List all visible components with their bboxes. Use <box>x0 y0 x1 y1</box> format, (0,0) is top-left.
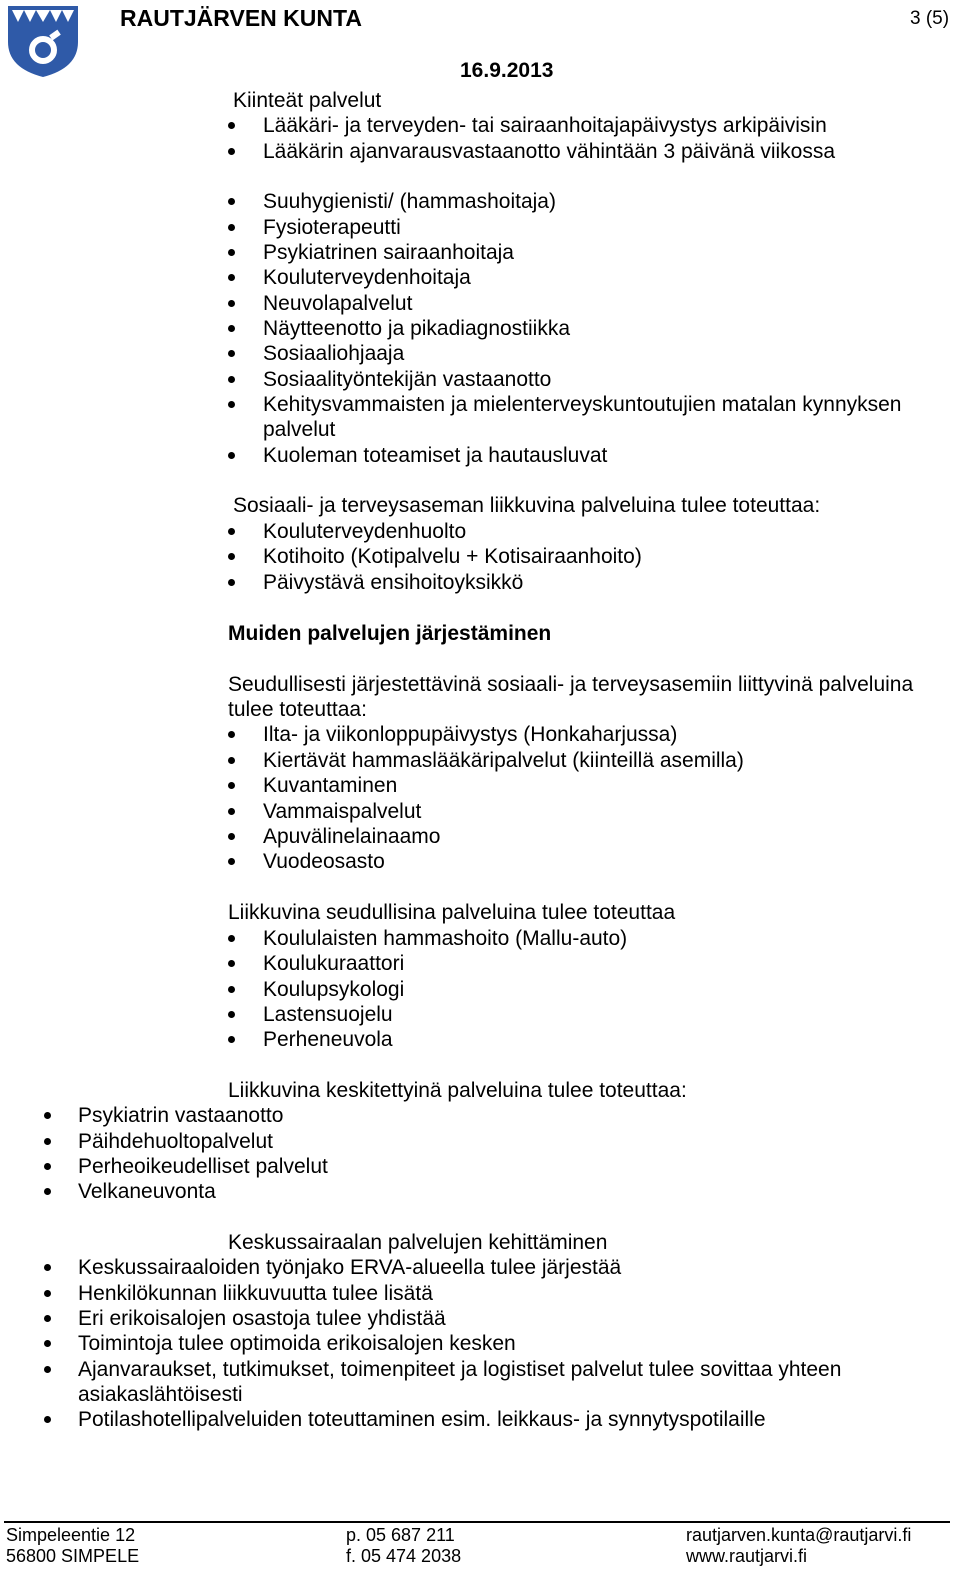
bullet-icon <box>44 1290 51 1297</box>
bullet-icon <box>228 198 235 205</box>
list-item-text: Potilashotellipalveluiden toteuttaminen esim. leikkaus- ja synnytyspotilaille <box>78 1408 766 1431</box>
bullet-icon <box>44 1188 51 1195</box>
bullet-icon <box>228 579 235 586</box>
organization-name: RAUTJÄRVEN KUNTA <box>120 5 362 31</box>
bullet-icon <box>228 148 235 155</box>
footer-address-line1: Simpeleentie 12 <box>6 1525 136 1545</box>
bullet-icon <box>228 757 235 764</box>
section-heading-regional-continued: tulee toteuttaa: <box>228 698 367 721</box>
bullet-icon <box>228 452 235 459</box>
list-item-text: Näytteenotto ja pikadiagnostiikka <box>263 317 571 340</box>
bullet-icon <box>228 249 235 256</box>
list-item-text: Eri erikoisalojen osastoja tulee yhdistää <box>78 1307 446 1330</box>
list-item-text: Psykiatrin vastaanotto <box>78 1104 284 1127</box>
footer-phone: p. 05 687 211 <box>346 1525 455 1545</box>
list-item-text: Kouluterveydenhuolto <box>263 520 467 543</box>
bullet-icon <box>44 1366 51 1373</box>
bullet-icon <box>228 274 235 281</box>
list-item-text: Apuvälinelainaamo <box>263 825 441 848</box>
bullet-icon <box>228 858 235 865</box>
bullet-icon <box>44 1416 51 1423</box>
list-item-text: Suuhygienisti/ (hammashoitaja) <box>263 190 556 213</box>
footer-fax: f. 05 474 2038 <box>346 1546 462 1566</box>
list-item-text: Keskussairaaloiden työnjako ERVA-alueella tulee järjestää <box>78 1256 622 1279</box>
bullet-icon <box>44 1112 51 1119</box>
bullet-icon <box>44 1340 51 1347</box>
list-item-text: Toimintoja tulee optimoida erikoisalojen kesken <box>78 1332 516 1355</box>
list-item-text: Ilta- ja viikonloppupäivystys (Honkaharjussa) <box>263 723 678 746</box>
bullet-icon <box>228 122 235 129</box>
list-item-text: Koulukuraattori <box>263 952 405 975</box>
list-item-text: Lastensuojelu <box>263 1003 393 1026</box>
bullet-icon <box>44 1138 51 1145</box>
list-item-text: Neuvolapalvelut <box>263 292 413 315</box>
bullet-icon <box>228 833 235 840</box>
list-item-text: Lääkärin ajanvarausvastaanotto vähintään 3 päivänä viikossa <box>263 140 836 163</box>
section-heading-mobile-regional: Liikkuvina seudullisina palveluina tulee toteuttaa <box>228 901 676 924</box>
list-item-text: Kehitysvammaisten ja mielenterveyskuntoutujien matalan kynnyksen <box>263 393 902 416</box>
bullet-icon <box>228 808 235 815</box>
section-heading-regional: Seudullisesti järjestettävinä sosiaali- ja terveysasemiin liittyvinä palveluina <box>228 673 914 696</box>
list-item-text: Kouluterveydenhoitaja <box>263 266 471 289</box>
list-item-text: Koulupsykologi <box>263 978 405 1001</box>
bullet-icon <box>228 401 235 408</box>
section-heading-mobile-station: Sosiaali- ja terveysaseman liikkuvina palveluina tulee toteuttaa: <box>233 494 821 517</box>
footer-address-line2: 56800 SIMPELE <box>6 1546 140 1566</box>
list-item-text: Sosiaalityöntekijän vastaanotto <box>263 368 552 391</box>
list-item-text: Kuoleman toteamiset ja hautausluvat <box>263 444 608 467</box>
list-item-text: Psykiatrinen sairaanhoitaja <box>263 241 514 264</box>
footer-email: rautjarven.kunta@rautjarvi.fi <box>686 1525 912 1545</box>
bullet-icon <box>228 960 235 967</box>
section-heading-central-hospital: Keskussairaalan palvelujen kehittäminen <box>228 1231 608 1254</box>
list-item-text-continued: palvelut <box>263 418 336 441</box>
list-item-text: Lääkäri- ja terveyden- tai sairaanhoitajapäivystys arkipäivisin <box>263 114 827 137</box>
list-item-text: Ajanvaraukset, tutkimukset, toimenpiteet ja logistiset palvelut tulee sovittaa yhteen <box>78 1358 842 1381</box>
list-item-text: Velkaneuvonta <box>78 1180 216 1203</box>
section-heading-fixed-services: Kiinteät palvelut <box>233 89 382 112</box>
document-date: 16.9.2013 <box>460 59 554 82</box>
list-item-text: Perheneuvola <box>263 1028 393 1051</box>
bullet-icon <box>44 1163 51 1170</box>
municipal-coat-of-arms-icon <box>6 2 80 78</box>
bullet-icon <box>228 553 235 560</box>
footer-website: www.rautjarvi.fi <box>686 1546 808 1566</box>
list-item-text: Kuvantaminen <box>263 774 398 797</box>
bullet-icon <box>228 528 235 535</box>
section-title-other-services: Muiden palvelujen järjestäminen <box>228 622 552 645</box>
list-item-text: Kiertävät hammaslääkäripalvelut (kiinteillä asemilla) <box>263 749 744 772</box>
bullet-icon <box>228 935 235 942</box>
list-item-text: Sosiaaliohjaaja <box>263 342 405 365</box>
bullet-icon <box>44 1264 51 1271</box>
list-item-text-continued: asiakaslähtöisesti <box>78 1383 243 1406</box>
bullet-icon <box>228 1011 235 1018</box>
bullet-icon <box>228 731 235 738</box>
section-heading-mobile-central: Liikkuvina keskitettyinä palveluina tulee toteuttaa: <box>228 1079 687 1102</box>
bullet-icon <box>44 1315 51 1322</box>
list-item-text: Päihdehuoltopalvelut <box>78 1130 273 1153</box>
bullet-icon <box>228 782 235 789</box>
list-item-text: Vuodeosasto <box>263 850 385 873</box>
list-item-text: Kotihoito (Kotipalvelu + Kotisairaanhoito) <box>263 545 642 568</box>
list-item-text: Perheoikeudelliset palvelut <box>78 1155 328 1178</box>
bullet-icon <box>228 300 235 307</box>
list-item-text: Henkilökunnan liikkuvuutta tulee lisätä <box>78 1282 433 1305</box>
bullet-icon <box>228 1036 235 1043</box>
list-item-text: Koululaisten hammashoito (Mallu-auto) <box>263 927 628 950</box>
bullet-icon <box>228 224 235 231</box>
footer-divider <box>4 1521 950 1523</box>
page-number: 3 (5) <box>910 8 950 29</box>
bullet-icon <box>228 350 235 357</box>
bullet-icon <box>228 376 235 383</box>
bullet-icon <box>228 325 235 332</box>
bullet-icon <box>228 986 235 993</box>
list-item-text: Päivystävä ensihoitoyksikkö <box>263 571 524 594</box>
list-item-text: Fysioterapeutti <box>263 216 401 239</box>
list-item-text: Vammaispalvelut <box>263 800 422 823</box>
